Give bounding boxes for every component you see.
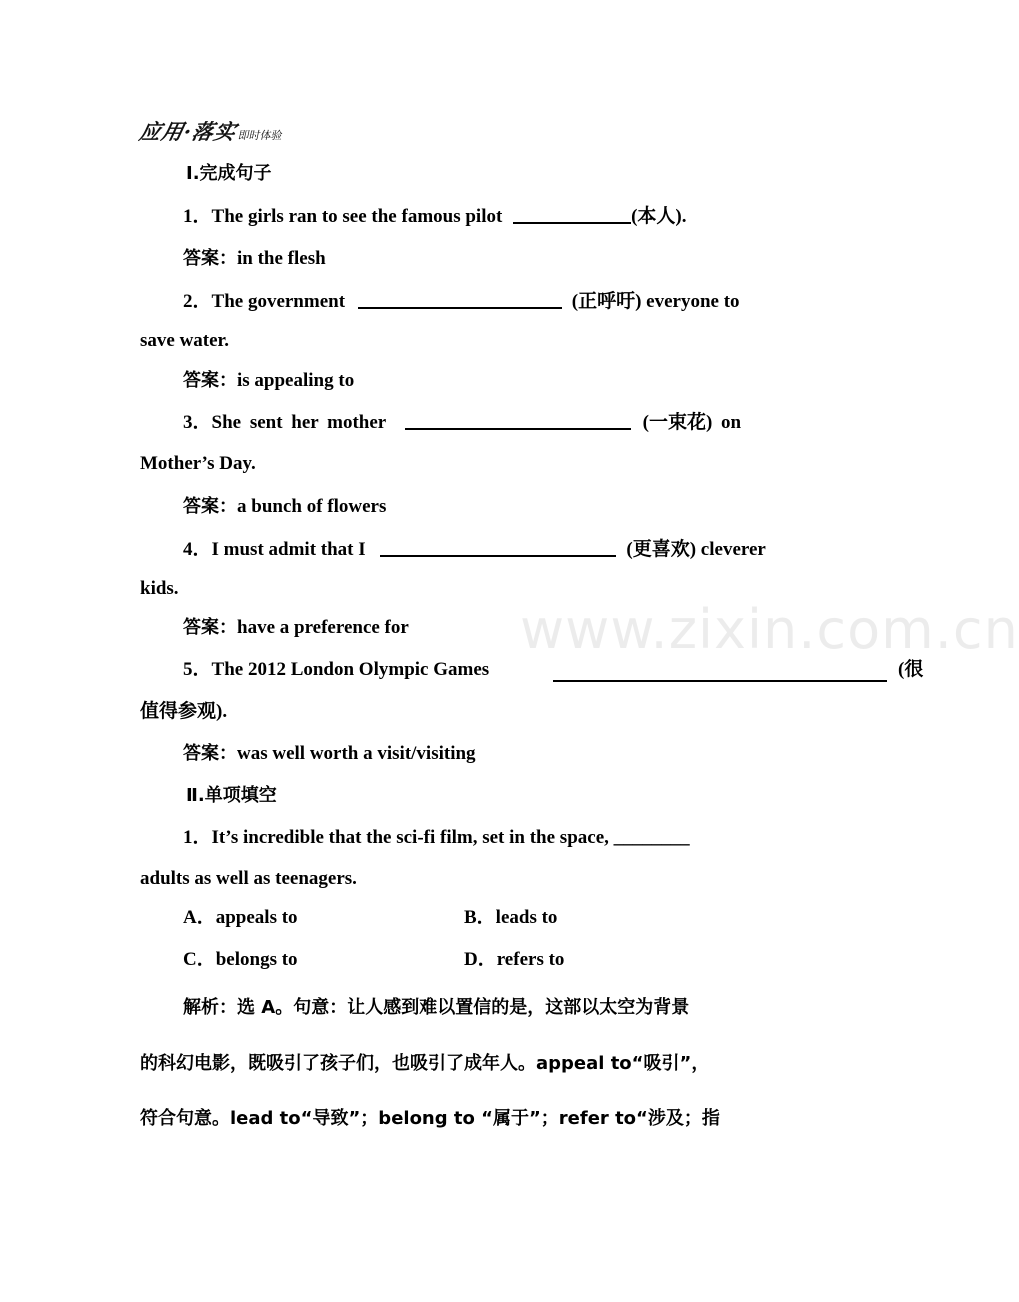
s1-q3-hint: (一束花) on bbox=[642, 412, 742, 433]
watermark: www.zixin.com.cn bbox=[520, 598, 1019, 661]
s1-q5-text: The 2012 London Olympic Games bbox=[211, 659, 490, 680]
s1-q2-line bbox=[183, 289, 740, 314]
s1-q3-answer-label: 答案： bbox=[183, 496, 237, 517]
s1-q5-blank[interactable] bbox=[553, 662, 887, 682]
s1-q1-text: The girls ran to see the famous pilot bbox=[211, 206, 503, 227]
s2-q1-stem-line1 bbox=[183, 826, 690, 850]
s2-q1-stem-line2: adults as well as teenagers. bbox=[140, 868, 357, 889]
s1-q1-hint: (本人). bbox=[631, 206, 687, 227]
section-logo bbox=[137, 116, 287, 146]
s1-q4-answer-text: have a preference for bbox=[237, 617, 409, 638]
s1-q5-hint: (很 bbox=[898, 659, 924, 680]
s1-q4-answer bbox=[183, 616, 409, 640]
s1-q4-text: I must admit that I bbox=[211, 539, 366, 560]
s1-q2-cont: save water. bbox=[140, 330, 229, 351]
s1-q1-answer bbox=[183, 247, 326, 271]
s1-q4-line bbox=[183, 537, 766, 562]
s1-q4-cont: kids. bbox=[140, 578, 179, 599]
s2-q1-option-a[interactable]: A．appeals to bbox=[183, 907, 298, 928]
s1-q3-line bbox=[183, 410, 741, 435]
s2-q1-num: 1． bbox=[183, 827, 212, 848]
s1-q3-num: 3． bbox=[183, 412, 212, 433]
logo-main-text: 应用·落实 bbox=[137, 119, 239, 144]
s1-q1-blank[interactable] bbox=[513, 204, 631, 224]
s2-q1-stem1: It’s incredible that the sci-fi film, set in the space, ________ bbox=[211, 827, 690, 848]
s1-q4-answer-label: 答案： bbox=[183, 617, 237, 638]
s2-q1-analysis-line3: 符合句意。lead to“导致”；belong to “属于”；refer to“涉及；指 bbox=[140, 1108, 720, 1129]
s1-q1-num: 1． bbox=[183, 206, 212, 227]
s1-q1-answer-label: 答案： bbox=[183, 248, 237, 269]
s1-q3-cont: Mother’s Day. bbox=[140, 453, 256, 474]
section1-heading: Ⅰ.完成句子 bbox=[186, 163, 272, 184]
s1-q4-hint: (更喜欢) cleverer bbox=[626, 539, 766, 560]
s2-q1-option-c[interactable]: C．belongs to bbox=[183, 949, 298, 970]
s1-q3-blank[interactable] bbox=[405, 410, 631, 430]
s1-q2-answer-label: 答案： bbox=[183, 370, 237, 391]
logo-sub-text: 即时体验 bbox=[236, 129, 284, 142]
s1-q3-text: She sent her mother bbox=[211, 412, 386, 433]
s1-q5-num: 5． bbox=[183, 659, 212, 680]
s1-q2-num: 2． bbox=[183, 291, 212, 312]
s2-q1-analysis-line1: 解析：选 A。句意：让人感到难以置信的是，这部以太空为背景 bbox=[183, 997, 690, 1018]
s1-q4-num: 4． bbox=[183, 539, 212, 560]
s1-q5-line bbox=[183, 658, 489, 682]
s1-q5-cont: 值得参观). bbox=[140, 701, 228, 722]
s2-q1-option-b[interactable]: B．leads to bbox=[464, 907, 558, 928]
s1-q2-hint: (正呼吁) everyone to bbox=[571, 291, 740, 312]
s1-q2-answer bbox=[183, 369, 354, 393]
s1-q4-blank[interactable] bbox=[380, 537, 616, 557]
s1-q2-text: The government bbox=[211, 291, 346, 312]
s1-q2-blank[interactable] bbox=[358, 289, 562, 309]
s1-q5-answer-label: 答案： bbox=[183, 743, 237, 764]
s1-q5-answer bbox=[183, 742, 476, 766]
s1-q3-answer bbox=[183, 495, 386, 519]
s1-q1-line bbox=[183, 204, 686, 229]
s1-q2-answer-text: is appealing to bbox=[237, 370, 355, 391]
s2-q1-option-d[interactable]: D．refers to bbox=[464, 949, 565, 970]
section2-heading: Ⅱ.单项填空 bbox=[186, 785, 277, 806]
s1-q5-answer-text: was well worth a visit/visiting bbox=[237, 743, 476, 764]
s1-q3-answer-text: a bunch of flowers bbox=[237, 496, 387, 517]
s2-q1-analysis-line2: 的科幻电影，既吸引了孩子们，也吸引了成年人。appeal to“吸引”， bbox=[140, 1053, 710, 1074]
s1-q1-answer-text: in the flesh bbox=[237, 248, 326, 269]
